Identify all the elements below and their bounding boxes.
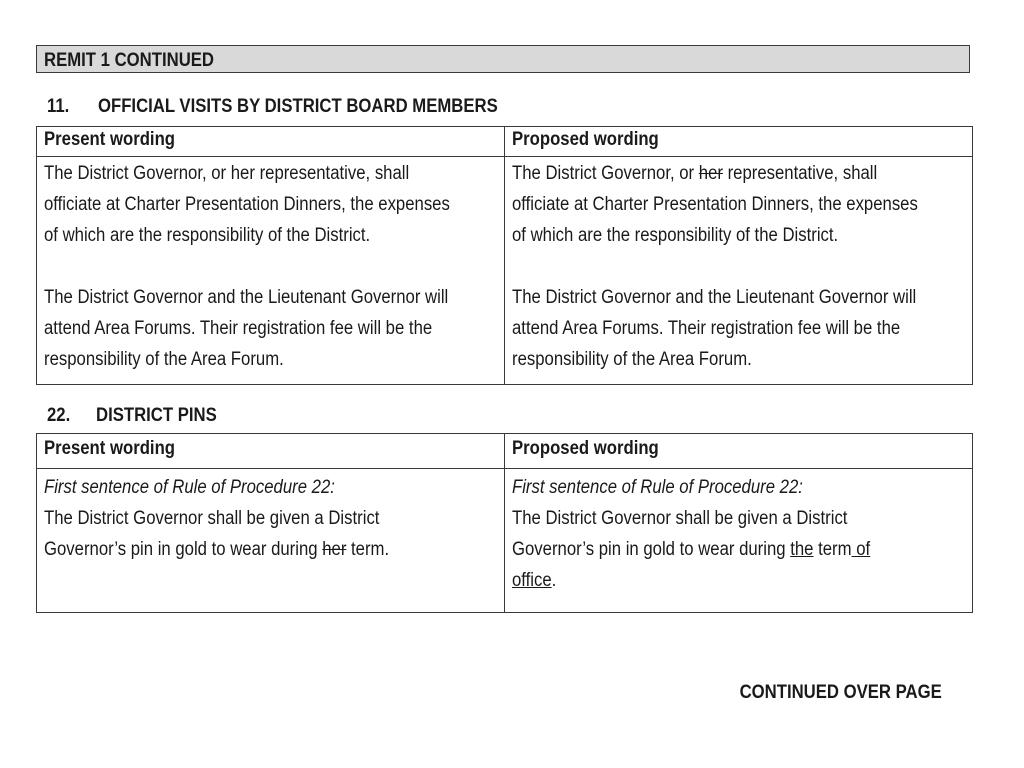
text-line: attend Area Forums. Their registration fee will be the	[44, 318, 433, 339]
text-line: The District Governor shall be given a District	[44, 508, 380, 529]
text-line: The District Governor, or her representative, shall	[44, 163, 410, 184]
text-line: responsibility of the Area Forum.	[44, 349, 284, 370]
text-line: office.	[512, 570, 557, 591]
text-line: The District Governor, or her representative, shall	[512, 163, 878, 184]
text-line: officiate at Charter Presentation Dinners, the expenses	[512, 194, 918, 215]
text-line: The District Governor and the Lieutenant Governor will	[44, 287, 449, 308]
deleted-text: her	[322, 539, 347, 560]
rule-note: First sentence of Rule of Procedure 22:	[512, 477, 803, 498]
text-line: officiate at Charter Presentation Dinners, the expenses	[44, 194, 450, 215]
section-22-title: DISTRICT PINS	[96, 405, 217, 426]
inserted-text: the	[790, 539, 814, 560]
text-line: Governor’s pin in gold to wear during the term of	[512, 539, 871, 560]
present-wording-cell	[37, 157, 505, 385]
section-11-title: OFFICIAL VISITS BY DISTRICT BOARD MEMBERS	[98, 96, 498, 117]
section-22-heading	[47, 405, 347, 429]
section-22-number: 22.	[47, 405, 71, 426]
deleted-text: her	[698, 163, 723, 184]
rule-note: First sentence of Rule of Procedure 22:	[44, 477, 335, 498]
section-11-heading	[47, 96, 607, 120]
text-line: attend Area Forums. Their registration fee will be the	[512, 318, 901, 339]
section-11-number: 11.	[47, 96, 70, 117]
remit-banner	[36, 45, 970, 73]
proposed-wording-header: Proposed wording	[505, 127, 973, 157]
present-wording-header: Present wording	[37, 127, 505, 157]
text-line: of which are the responsibility of the District.	[44, 225, 371, 246]
proposed-wording-cell	[505, 157, 973, 385]
continued-over-page: CONTINUED OVER PAGE	[739, 682, 942, 703]
banner-text: REMIT 1 CONTINUED	[44, 50, 215, 71]
inserted-text: office	[512, 570, 552, 591]
text-line: of which are the responsibility of the District.	[512, 225, 839, 246]
text-line: Governor’s pin in gold to wear during her term.	[44, 539, 390, 560]
text-line: responsibility of the Area Forum.	[512, 349, 752, 370]
present-wording-cell	[37, 469, 505, 613]
section-22-table	[36, 433, 973, 613]
section-11-table	[36, 126, 973, 385]
present-wording-header: Present wording	[37, 434, 505, 469]
text-line: The District Governor and the Lieutenant Governor will	[512, 287, 917, 308]
inserted-text: of	[851, 539, 871, 560]
proposed-wording-cell	[505, 469, 973, 613]
text-line: The District Governor shall be given a District	[512, 508, 848, 529]
proposed-wording-header: Proposed wording	[505, 434, 973, 469]
